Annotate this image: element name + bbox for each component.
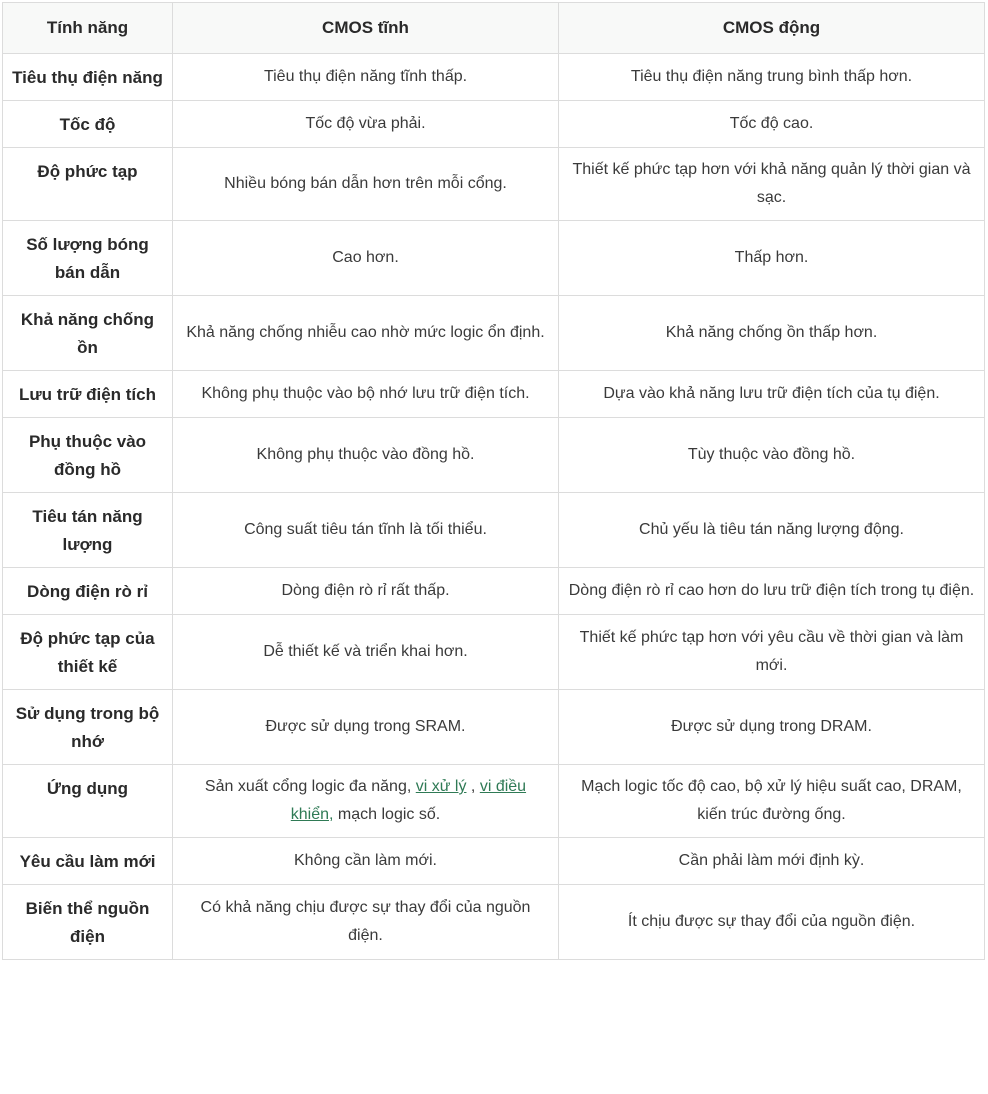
cell-dynamic: Dòng điện rò rỉ cao hơn do lưu trữ điện tích trong tụ điện. xyxy=(559,568,985,615)
table-row xyxy=(3,221,985,296)
application-separator-text: , xyxy=(466,778,480,795)
table-body xyxy=(3,54,985,960)
header-static-cmos: CMOS tĩnh xyxy=(173,3,559,54)
cell-static: Cao hơn. xyxy=(173,221,559,296)
table-row xyxy=(3,493,985,568)
cell-dynamic: Mạch logic tốc độ cao, bộ xử lý hiệu suất cao, DRAM, kiến trúc đường ống. xyxy=(559,765,985,838)
cell-static: Khả năng chống nhiễu cao nhờ mức logic ổn định. xyxy=(173,296,559,371)
cell-static: Nhiều bóng bán dẫn hơn trên mỗi cổng. xyxy=(173,148,559,221)
row-feature: Sử dụng trong bộ nhớ xyxy=(3,690,173,765)
cell-static: Tốc độ vừa phải. xyxy=(173,101,559,148)
cell-static: Không phụ thuộc vào bộ nhớ lưu trữ điện tích. xyxy=(173,371,559,418)
comparison-table-container xyxy=(2,2,984,960)
application-prefix-text: Sản xuất cổng logic đa năng, xyxy=(204,778,416,795)
table-row xyxy=(3,568,985,615)
cell-static: Được sử dụng trong SRAM. xyxy=(173,690,559,765)
header-feature: Tính năng xyxy=(3,3,173,54)
row-feature: Độ phức tạp xyxy=(3,148,173,221)
microprocessor-link[interactable]: vi xử lý xyxy=(415,778,467,795)
cell-static: Không cần làm mới. xyxy=(173,838,559,885)
cell-dynamic: Thiết kế phức tạp hơn với yêu cầu về thời gian và làm mới. xyxy=(559,615,985,690)
row-feature: Dòng điện rò rỉ xyxy=(3,568,173,615)
row-feature: Tiêu thụ điện năng xyxy=(3,54,173,101)
cell-dynamic: Tiêu thụ điện năng trung bình thấp hơn. xyxy=(559,54,985,101)
cell-dynamic: Tốc độ cao. xyxy=(559,101,985,148)
cell-dynamic: Dựa vào khả năng lưu trữ điện tích của tụ điện. xyxy=(559,371,985,418)
cell-dynamic: Cần phải làm mới định kỳ. xyxy=(559,838,985,885)
cell-static-application xyxy=(173,765,559,838)
table-row xyxy=(3,54,985,101)
cell-static: Có khả năng chịu được sự thay đổi của nguồn điện. xyxy=(173,885,559,960)
cell-static: Dòng điện rò rỉ rất thấp. xyxy=(173,568,559,615)
cell-dynamic: Ít chịu được sự thay đổi của nguồn điện. xyxy=(559,885,985,960)
cell-dynamic: Chủ yếu là tiêu tán năng lượng động. xyxy=(559,493,985,568)
row-feature: Khả năng chống ồn xyxy=(3,296,173,371)
cell-dynamic: Thiết kế phức tạp hơn với khả năng quản lý thời gian và sạc. xyxy=(559,148,985,221)
table-row xyxy=(3,885,985,960)
cell-dynamic: Được sử dụng trong DRAM. xyxy=(559,690,985,765)
cell-static: Dễ thiết kế và triển khai hơn. xyxy=(173,615,559,690)
row-feature: Tốc độ xyxy=(3,101,173,148)
cell-dynamic: Thấp hơn. xyxy=(559,221,985,296)
table-row xyxy=(3,615,985,690)
row-feature: Số lượng bóng bán dẫn xyxy=(3,221,173,296)
table-row xyxy=(3,296,985,371)
table-row xyxy=(3,371,985,418)
cell-static: Không phụ thuộc vào đồng hồ. xyxy=(173,418,559,493)
cell-dynamic: Tùy thuộc vào đồng hồ. xyxy=(559,418,985,493)
table-header xyxy=(3,3,985,54)
application-suffix-text: mạch logic số. xyxy=(333,806,441,823)
microcontroller-link[interactable]: vi điều khiển, xyxy=(290,778,527,823)
row-feature: Tiêu tán năng lượng xyxy=(3,493,173,568)
row-feature: Yêu cầu làm mới xyxy=(3,838,173,885)
table-row xyxy=(3,765,985,838)
table-row xyxy=(3,690,985,765)
row-feature: Biến thể nguồn điện xyxy=(3,885,173,960)
row-feature: Độ phức tạp của thiết kế xyxy=(3,615,173,690)
cell-static: Tiêu thụ điện năng tĩnh thấp. xyxy=(173,54,559,101)
table-row xyxy=(3,418,985,493)
cmos-comparison-table xyxy=(2,2,985,960)
cell-dynamic: Khả năng chống ồn thấp hơn. xyxy=(559,296,985,371)
header-dynamic-cmos: CMOS động xyxy=(559,3,985,54)
table-row xyxy=(3,101,985,148)
header-row xyxy=(3,3,985,54)
row-feature: Lưu trữ điện tích xyxy=(3,371,173,418)
cell-static: Công suất tiêu tán tĩnh là tối thiểu. xyxy=(173,493,559,568)
table-row xyxy=(3,148,985,221)
row-feature: Ứng dụng xyxy=(3,765,173,838)
table-row xyxy=(3,838,985,885)
row-feature: Phụ thuộc vào đồng hồ xyxy=(3,418,173,493)
